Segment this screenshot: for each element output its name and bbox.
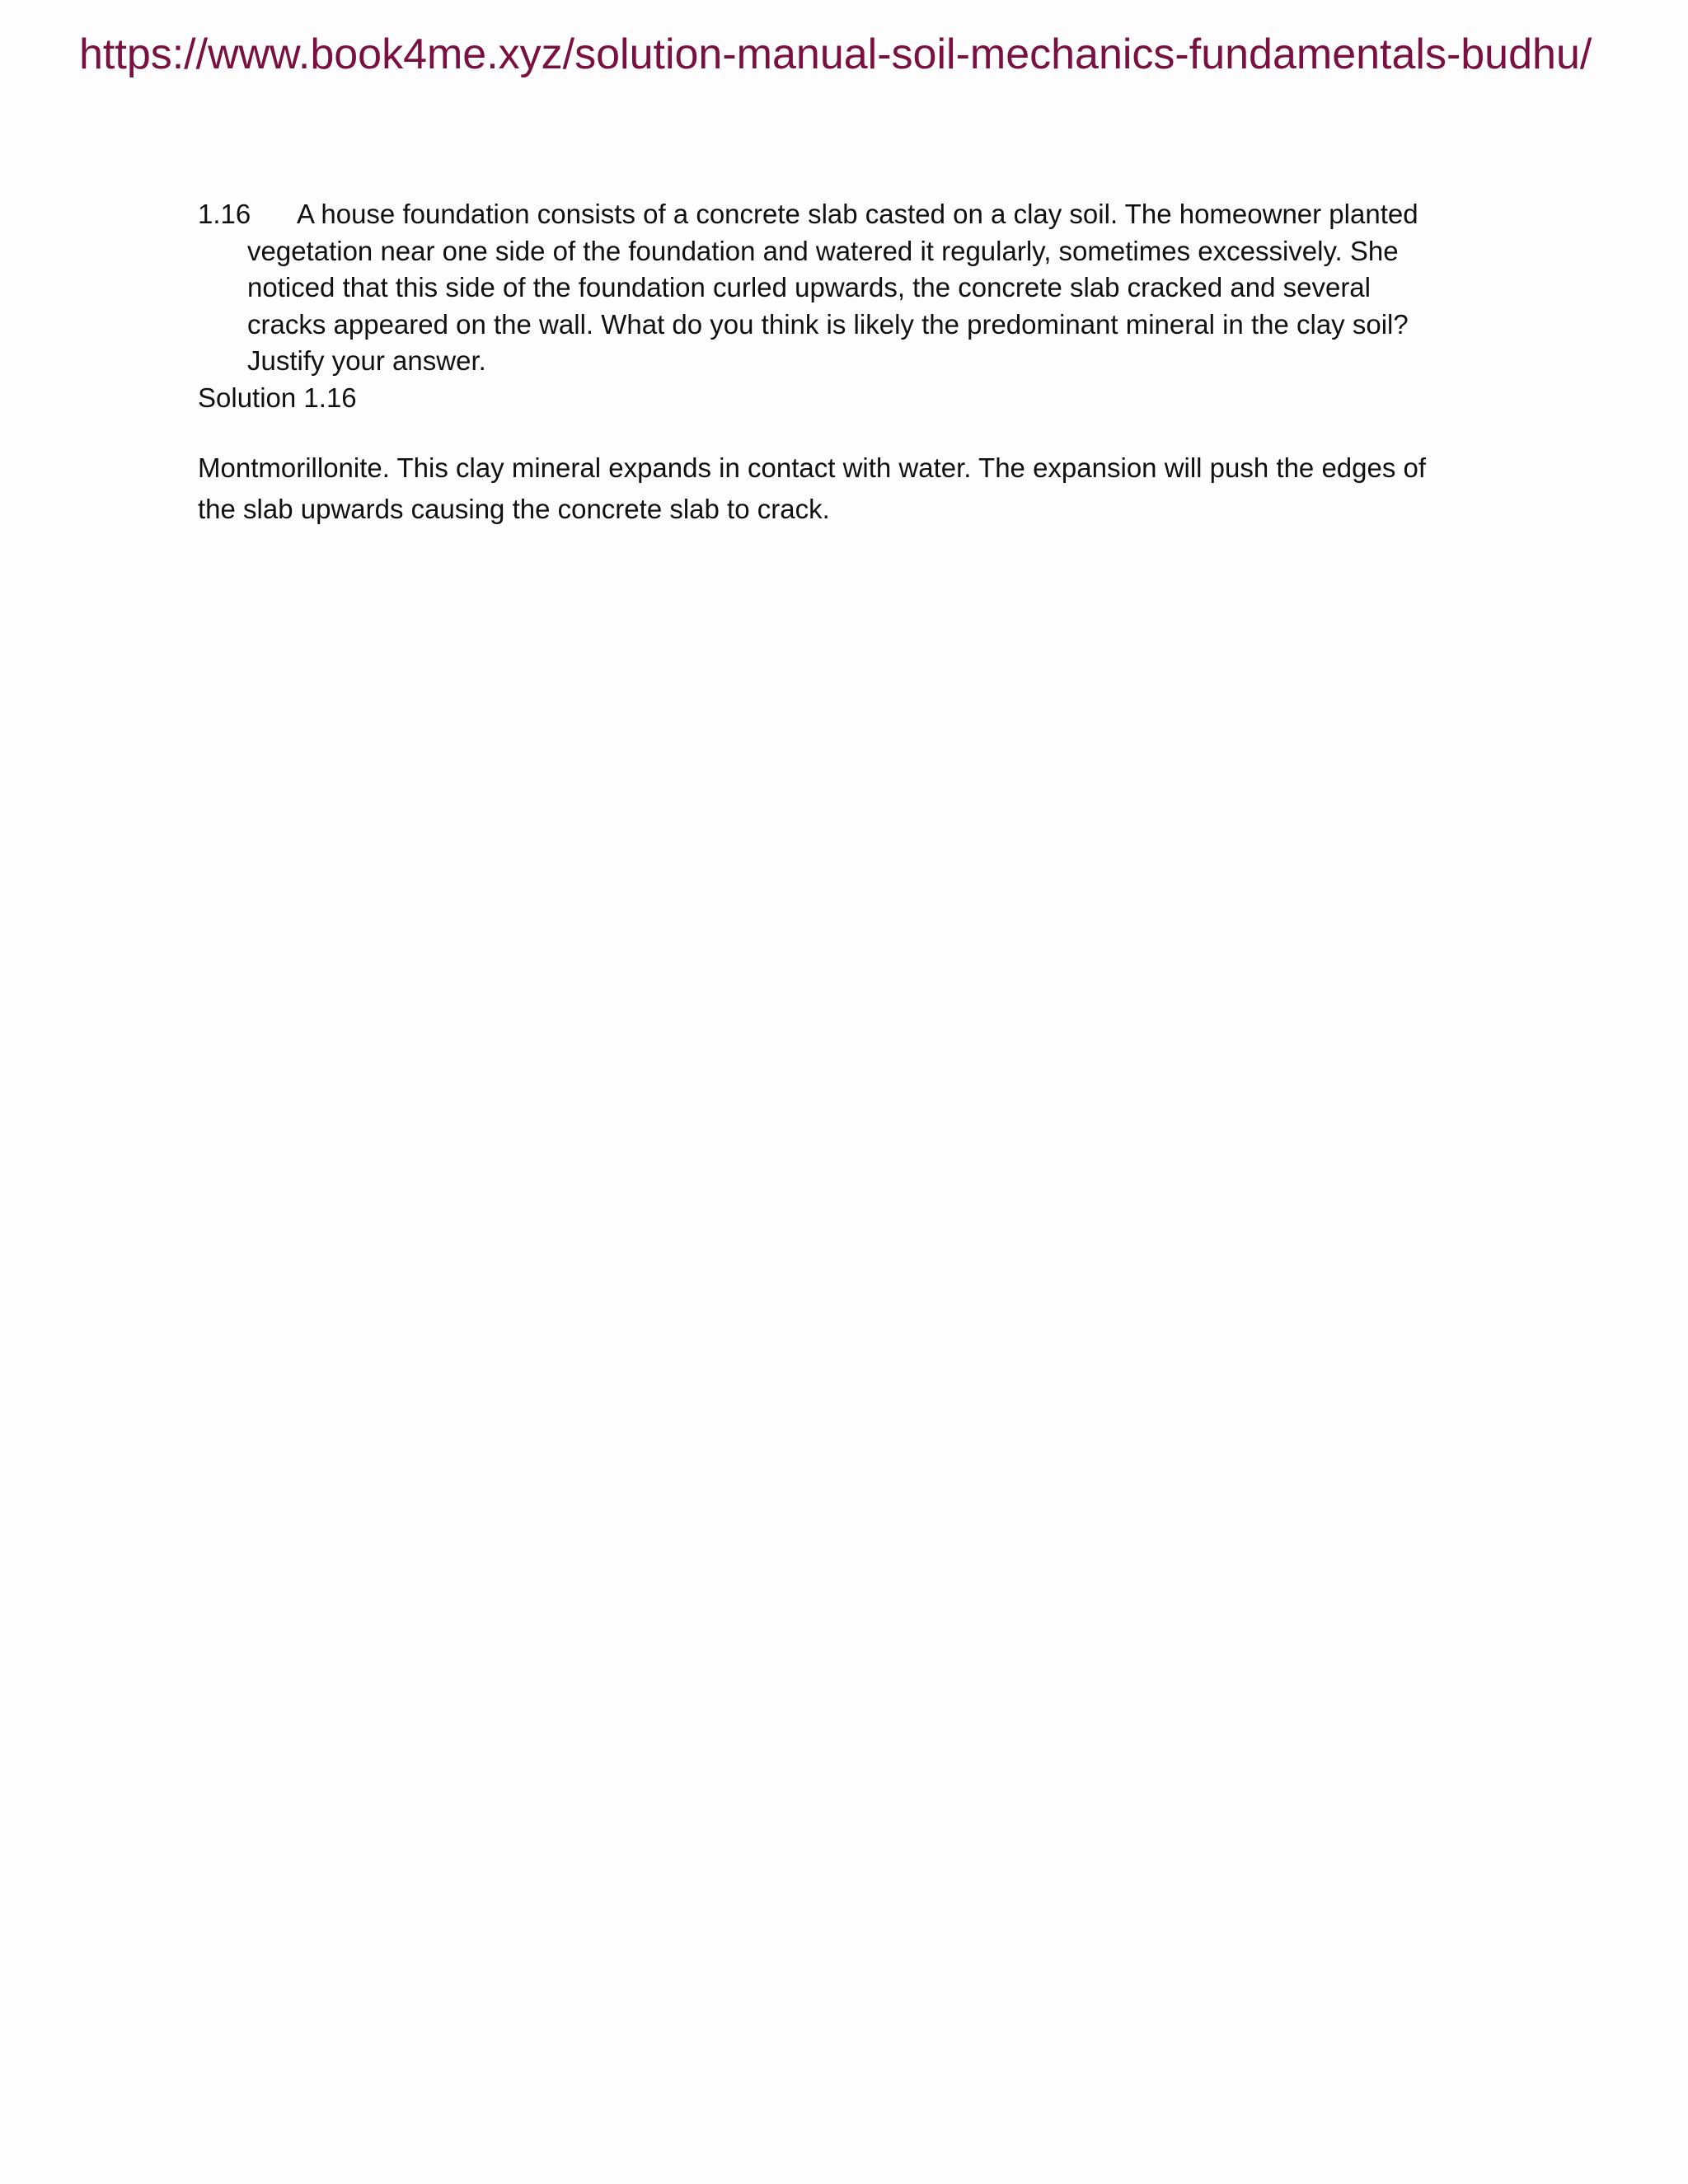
source-url-link[interactable]: https://www.book4me.xyz/solution-manual-soil-mechanics-fundamentals-budhu/	[79, 30, 1592, 78]
problem-line: A house foundation consists of a concrete slab casted on a clay soil. The homeowner planted	[297, 199, 1418, 229]
solution-heading: Solution 1.16	[198, 382, 357, 413]
problem-statement	[198, 196, 1484, 380]
solution-body	[198, 448, 1484, 530]
solution-line: the slab upwards causing the concrete slab to crack.	[198, 494, 830, 524]
problem-line: Justify your answer.	[247, 345, 486, 376]
problem-line: noticed that this side of the foundation curled upwards, the concrete slab cracked and several	[247, 272, 1371, 302]
document-content	[198, 196, 1484, 530]
problem-line: vegetation near one side of the foundation and watered it regularly, sometimes excessively. She	[247, 235, 1399, 266]
problem-number: 1.16	[198, 199, 251, 229]
solution-line: Montmorillonite. This clay mineral expands in contact with water. The expansion will push the edges of	[198, 452, 1427, 483]
problem-line: cracks appeared on the wall. What do you think is likely the predominant mineral in the clay soil?	[247, 308, 1409, 340]
